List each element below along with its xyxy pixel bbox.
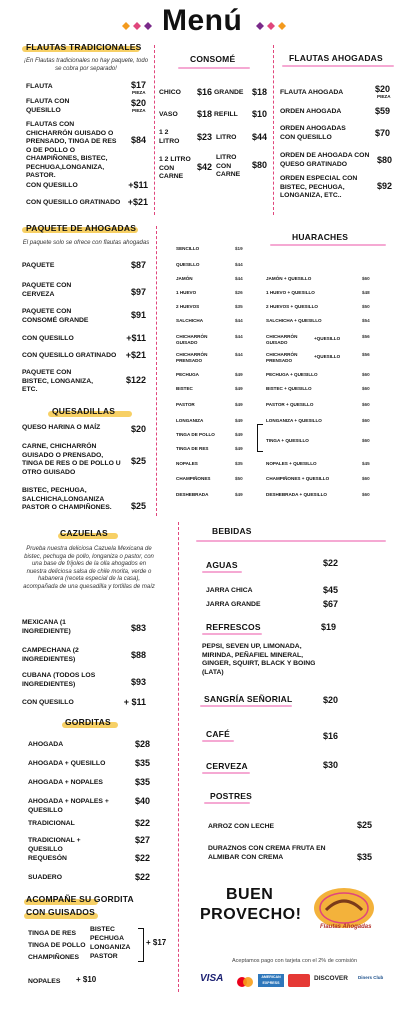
huarache-item: 2 HUEVOS [176,304,200,309]
buen-text: BUEN [226,886,274,903]
gordita-price: $35 [134,777,150,787]
huarache-price: $44 [235,334,243,339]
menu-item: ORDEN AHOGADAS CON QUESILLO [280,125,346,141]
price: $20 [322,695,338,705]
price: $10 [251,109,267,119]
cazuelas-title: CAZUELAS [60,528,108,538]
huarache-price: $44 [235,262,243,267]
huarache-item: TINGA + QUESILLO [266,438,309,443]
menu-item: LITRO CON CARNE [216,154,241,178]
huarache-item: LONGANIZA [176,418,204,423]
huarache-item: CHICHARRÓN PRENSADO [176,352,208,363]
gordita-price: $27 [134,835,150,845]
gordita-price: $28 [134,739,150,749]
huarache-price: $60 [362,402,370,407]
price: +$11 [128,180,148,190]
huarache-extra: +QUESILLO [314,336,341,341]
menu-item: REFILL [214,111,238,118]
gordita-price: $40 [134,796,150,806]
price-unit: PIEZA [132,108,146,113]
gordita-price: $22 [134,872,150,882]
amex-logo: AMERICAN EXPRESS [258,974,284,987]
menu-item: 1 2 LITRO CON CARNE [159,156,191,180]
huarache-price: $44 [235,276,243,281]
menu-item: QUESO HARINA O MAÍZ [22,424,101,431]
huarache-item: PASTOR + QUESILLO [266,402,314,407]
diners-logo: Diners Club [358,975,384,980]
huarache-item: CHAMPIÑONES + QUESILLO [266,476,330,481]
huarache-price: $49 [235,372,243,377]
price: +$21 [127,197,148,207]
menu-item: ARROZ CON LECHE [208,823,275,830]
huarache-price: $49 [235,386,243,391]
huarache-price: $60 [362,476,370,481]
menu-item: LONGANIZA [90,944,131,951]
menu-item: TINGA DE RES [28,930,77,937]
huarache-item: JAMÓN + QUESILLO [266,276,312,281]
menu-item: JARRA CHICA [206,587,253,594]
price: + $10 [76,975,97,984]
price: $44 [251,132,267,142]
flautas-tradicionales-note: ¡En Flautas tradicionales no hay paquete, todo se cobra por separado! [23,58,149,72]
gordita-price: $22 [134,818,150,828]
price: +$11 [126,333,146,343]
menu-item: JARRA GRANDE [206,601,261,608]
price: $42 [196,162,212,172]
price: $22 [322,558,338,568]
refrescos-title: REFRESCOS [206,622,261,632]
menu-item: ORDEN AHOGADA [280,108,342,115]
huarache-item: QUESILLO [176,262,200,267]
menu-item: DURAZNOS CON CREMA FRUTA EN ALMIBAR CON CREMA [208,845,326,861]
gordita-item: TRADICIONAL + QUESILLO [28,837,81,853]
gordita-item: AHOGADA + NOPALES + QUESILLO [28,798,109,814]
huarache-item: CHICHARRÓN GUISADO [176,334,208,345]
price: $16 [322,731,338,741]
price: $80 [251,160,267,170]
price: $35 [356,852,372,862]
gordita-item: AHOGADA + NOPALES [28,779,103,786]
huarache-price: $50 [362,304,370,309]
huarache-price: $45 [362,461,370,466]
price: $87 [130,260,146,270]
huarache-price: $56 [362,334,370,339]
title-decoration-right [252,18,292,28]
gordita-item: SUADERO [28,874,62,881]
menu-item: FLAUTA [26,83,53,90]
huarache-item: CHICHARRÓN PRENSADO [266,352,298,363]
postres-title: POSTRES [210,791,253,801]
menu-item: NOPALES [28,978,61,985]
huarache-item: 2 HUEVOS + QUESILLO [266,304,318,309]
menu-item: 1 2 LITRO [159,129,180,145]
gordita-item: AHOGADA [28,741,64,748]
menu-item: CHICO [159,89,181,96]
flautas-tradicionales-title: FLAUTAS TRADICIONALES [26,42,142,52]
menu-item: CON QUESILLO [22,335,74,342]
huarache-price: $26 [235,290,243,295]
price: $80 [376,155,392,165]
huarache-price: $50 [235,476,243,481]
paquete-note: El paquete solo se ofrece con flautas ahogadas [22,240,150,246]
price: $88 [130,650,146,660]
price: +$21 [125,350,146,360]
menu-item: FLAUTA AHOGADA [280,89,344,96]
menu-item: LITRO [216,134,237,141]
menu-item: FLAUTAS CON CHICHARRÓN GUISADO O PRENSADO, TINGA DE RES O DE POLLO O CHAMPIÑONES, BISTEC, PECHUGA,LONGANIZA, PASTOR. [26,121,117,179]
menu-item: PAQUETE CON CERVEZA [22,282,72,298]
payment-note: Aceptamos pago con tarjeta con el 2% de comisión [232,958,358,964]
huarache-item: TINGA DE RES [176,446,209,451]
huarache-item: BISTEC [176,386,193,391]
huarache-price: $60 [362,372,370,377]
huarache-item: SENCILLO [176,246,200,251]
menu-item: GRANDE [214,89,244,96]
cerveza-title: CERVEZA [206,761,248,771]
price-unit: PIEZA [377,94,391,99]
menu-item: CON QUESILLO [22,699,74,706]
price: $23 [196,132,212,142]
huarache-price: $49 [235,418,243,423]
menu-item: CON QUESILLO GRATINADO [22,352,117,359]
logo-text: Flautas Ahogadas [320,924,372,930]
menu-item: BISTEC, PECHUGA, SALCHICHA,LONGANIZA PASTOR O CHAMPIÑONES. [22,487,112,511]
price: $18 [251,87,267,97]
huaraches-brace [257,424,263,452]
huarache-item: DESHEBRADA + QUESILLO [266,492,327,497]
price: $92 [376,181,392,191]
aguas-title: AGUAS [206,560,238,570]
menu-item: ORDEN ESPECIAL CON BISTEC, PECHUGA, LONGANIZA, ETC.. [280,175,358,199]
gordita-item: TRADICIONAL [28,820,75,827]
menu-item: CON QUESILLO [26,182,78,189]
huarache-item: DESHEBRADA [176,492,209,497]
gordita-item: AHOGADA + QUESILLO [28,760,106,767]
menu-item: MEXICANA (1 INGREDIENTE) [22,619,71,635]
provecho-text: PROVECHO! [200,906,302,923]
huarache-price: $35 [235,304,243,309]
huarache-item: NOPALES + QUESILLO [266,461,317,466]
menu-item: PAQUETE CON CONSOMÉ GRANDE [22,308,89,324]
cafe-title: CAFÉ [206,729,230,739]
menu-item: PECHUGA [90,935,124,942]
huarache-price: $48 [362,290,370,295]
price: + $11 [123,697,146,707]
huarache-item: TINGA DE POLLO [176,432,215,437]
huarache-item: PECHUGA + QUESILLO [266,372,318,377]
page-title: Menú [162,4,243,37]
huarache-item: LONGANIZA + QUESILLO [266,418,322,423]
menu-item: BISTEC [90,926,115,933]
visa-logo: VISA [200,973,224,984]
quesadillas-title: QUESADILLAS [52,406,116,416]
huarache-item: PASTOR [176,402,195,407]
price: + $17 [146,938,167,947]
price: $70 [374,128,390,138]
huarache-price: $60 [362,276,370,281]
cazuelas-note: Prueba nuestra deliciosa Cazuela Mexicana de bistec, pechuga de pollo, longaniza o pastor, con una base de frijoles de la olla ahogados en nuestra deliciosa salsa de chile morita, verde o habanera (receta especial de la casa), acompañada de una quesadilla y tortillas de maíz [23,546,155,590]
huarache-price: $49 [235,446,243,451]
price: $25 [356,820,372,830]
menu-item: VASO [159,111,178,118]
price: $19 [320,622,336,632]
paquete-title: PAQUETE DE AHOGADAS [26,223,137,233]
price-unit: PIEZA [132,90,146,95]
price: $16 [196,87,212,97]
huarache-item: NOPALES [176,461,198,466]
huarache-extra: +QUESILLO [314,354,341,359]
title-decoration-left [118,18,158,28]
price: $67 [322,599,338,609]
huarache-item: PECHUGA [176,372,199,377]
price: $97 [130,287,146,297]
menu-item: CARNE, CHICHARRÓN GUISADO O PRENSADO, TINGA DE RES O DE POLLO U OTRO GUISADO [22,443,121,476]
price: $25 [130,456,146,466]
price: $91 [130,310,146,320]
gordita-price: $22 [134,853,150,863]
card-logo [288,974,310,987]
menu-item: PASTOR [90,953,118,960]
flautas-ahogadas-title: FLAUTAS AHOGADAS [289,53,383,63]
menu-item: PAQUETE [22,262,55,269]
price: $59 [374,106,390,116]
huarache-item: 1 HUEVO [176,290,197,295]
huarache-item: SALCHICHA + QUESILLO [266,318,322,323]
huarache-price: $60 [362,386,370,391]
huarache-price: $35 [235,461,243,466]
price: $20 [130,424,146,434]
huarache-price: $60 [362,492,370,497]
huarache-item: CHAMPIÑONES [176,476,211,481]
price: $20 [374,84,390,94]
menu-item: CHAMPIÑONES [28,954,79,961]
price: $122 [125,375,146,385]
consome-title: CONSOMÉ [190,54,236,64]
huaraches-title: HUARACHES [292,232,349,242]
price: $17 [130,80,146,90]
huarache-price: $49 [235,432,243,437]
price: $93 [130,677,146,687]
price: $83 [130,623,146,633]
menu-item: CUBANA (TODOS LOS INGREDIENTES) [22,672,96,688]
huarache-price: $44 [235,352,243,357]
gordita-price: $35 [134,758,150,768]
huarache-price: $19 [235,246,243,251]
huarache-price: $60 [362,418,370,423]
huarache-item: JAMÓN [176,276,193,281]
huarache-price: $44 [235,318,243,323]
price: $84 [130,135,146,145]
price: $20 [130,98,146,108]
price: $45 [322,585,338,595]
gordita-item: REQUESÓN [28,855,67,862]
huarache-item: 1 HUEVO + QUESILLO [266,290,315,295]
huarache-price: $60 [362,438,370,443]
price: $25 [130,501,146,511]
menu-item: PAQUETE CON BISTEC, LONGANIZA, ETC. [22,369,93,393]
bebidas-title: BEBIDAS [212,526,252,536]
huarache-item: BISTEC + QUESILLO [266,386,312,391]
menu-item: CAMPECHANA (2 INGREDIENTES) [22,647,79,663]
acompane-title: ACOMPAÑE SU GORDITA CON GUISADOS [26,894,134,917]
huarache-price: $54 [362,318,370,323]
huarache-price: $56 [362,352,370,357]
huarache-price: $49 [235,492,243,497]
acompane-brace [138,928,144,962]
menu-item: CON QUESILLO GRATINADO [26,199,121,206]
huarache-price: $49 [235,402,243,407]
menu-item: TINGA DE POLLO [28,942,86,949]
discover-logo: DISCOVER [314,975,348,982]
price: $18 [196,109,212,119]
huarache-item: SALCHICHA [176,318,204,323]
sangria-title: SANGRÍA SEÑORIAL [204,694,293,704]
menu-item: PEPSI, SEVEN UP, LIMONADA, MIRINDA, PEÑAFIEL MINERAL, GINGER, SQUIRT, BLACK Y BOING (LATA) [202,643,316,676]
menu-item: FLAUTA CON QUESILLO [26,98,70,114]
price: $30 [322,760,338,770]
mastercard-logo [235,975,255,987]
huarache-item: CHICHARRÓN GUISADO [266,334,298,345]
menu-item: ORDEN DE AHOGADA CON QUESO GRATINADO [280,152,370,168]
gorditas-title: GORDITAS [65,717,111,727]
